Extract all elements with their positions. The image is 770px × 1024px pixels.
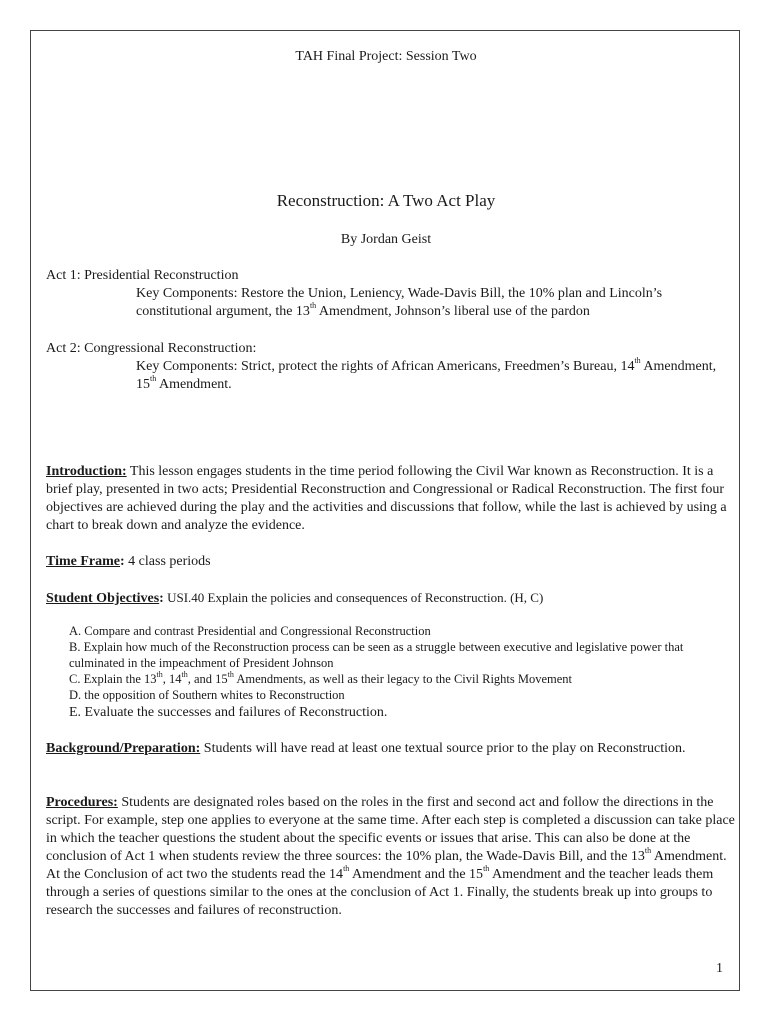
student-objectives-paragraph: Student Objectives: USI.40 Explain the policies and consequences of Reconstruction. (H, C) — [46, 590, 544, 606]
play-title: Reconstruction: A Two Act Play — [276, 191, 496, 210]
objective-e: E. Evaluate the successes and failures of Reconstruction. — [69, 705, 388, 720]
procedures-paragraph: Procedures: Students are designated roles based on the roles in the first and second act and follow the directions in the script. For example, step one applies to everyone at the same time. After each step is completed a discussion can take place in which the teacher questions the student about the specific events or issues that arise. This can also be done at the conclusion of Act 1 when students review the three sources: the 10% plan, the Wade-Davis Bill, and the 13th Amendment. At the Conclusion of act two the students read the 14th Amendment and the 15th Amendment and the teacher leads them through a series of questions similar to the ones at the conclusion of Act 1. Finally, the students break up into groups to research the successes and failures of reconstruction. — [46, 795, 735, 918]
act-1-key-components: Key Components: Restore the Union, Leniency, Wade-Davis Bill, the 10% plan and Lincoln’s constitutional argument, the 13th Amendment, Johnson’s liberal use of the pardon — [136, 286, 663, 319]
procedures-heading: Procedures: — [46, 795, 118, 810]
introduction-heading: Introduction: — [46, 464, 127, 479]
objective-d: D. the opposition of Southern whites to Reconstruction — [69, 688, 345, 702]
act-2-section — [46, 340, 726, 394]
author-line: By Jordan Geist — [340, 232, 432, 247]
background-heading: Background/Preparation: — [46, 741, 201, 756]
page-number: 1 — [716, 961, 723, 976]
header-title: TAH Final Project: Session Two — [295, 49, 477, 64]
act-1-section — [46, 267, 726, 321]
background-paragraph: Background/Preparation: Students will have read at least one textual source prior to the play on Reconstruction. — [46, 741, 686, 756]
document-page — [30, 30, 740, 991]
objective-b: B. Explain how much of the Reconstruction process can be seen as a struggle between executive and legislative power that culminated in the impeachment of President Johnson — [69, 640, 684, 670]
time-frame-paragraph: Time Frame: 4 class periods — [46, 554, 211, 569]
act-2-label: Act 2: Congressional Reconstruction: — [46, 341, 257, 356]
act-1-label: Act 1: Presidential Reconstruction — [46, 268, 239, 283]
objectives-list — [69, 623, 729, 723]
objective-a: A. Compare and contrast Presidential and Congressional Reconstruction — [69, 624, 431, 638]
act-2-key-components: Key Components: Strict, protect the rights of African Americans, Freedmen’s Bureau, 14th Amendment, 15th Amendment. — [136, 356, 717, 392]
student-objectives-heading: Student Objectives — [46, 591, 160, 606]
introduction-paragraph: Introduction: This lesson engages students in the time period following the Civil War known as Reconstruction. It is a brief play, presented in two acts; Presidential Reconstruction and Congressional or Radical Reconstruction. The first four objectives are achieved during the play and the activities and discussions that follow, while the last is achieved by using a chart to break down and analyze the evidence. — [46, 464, 727, 533]
objective-c: C. Explain the 13th, 14th, and 15th Amendments, as well as their legacy to the Civil Rights Movement — [69, 669, 573, 686]
time-frame-heading: Time Frame — [46, 554, 120, 569]
